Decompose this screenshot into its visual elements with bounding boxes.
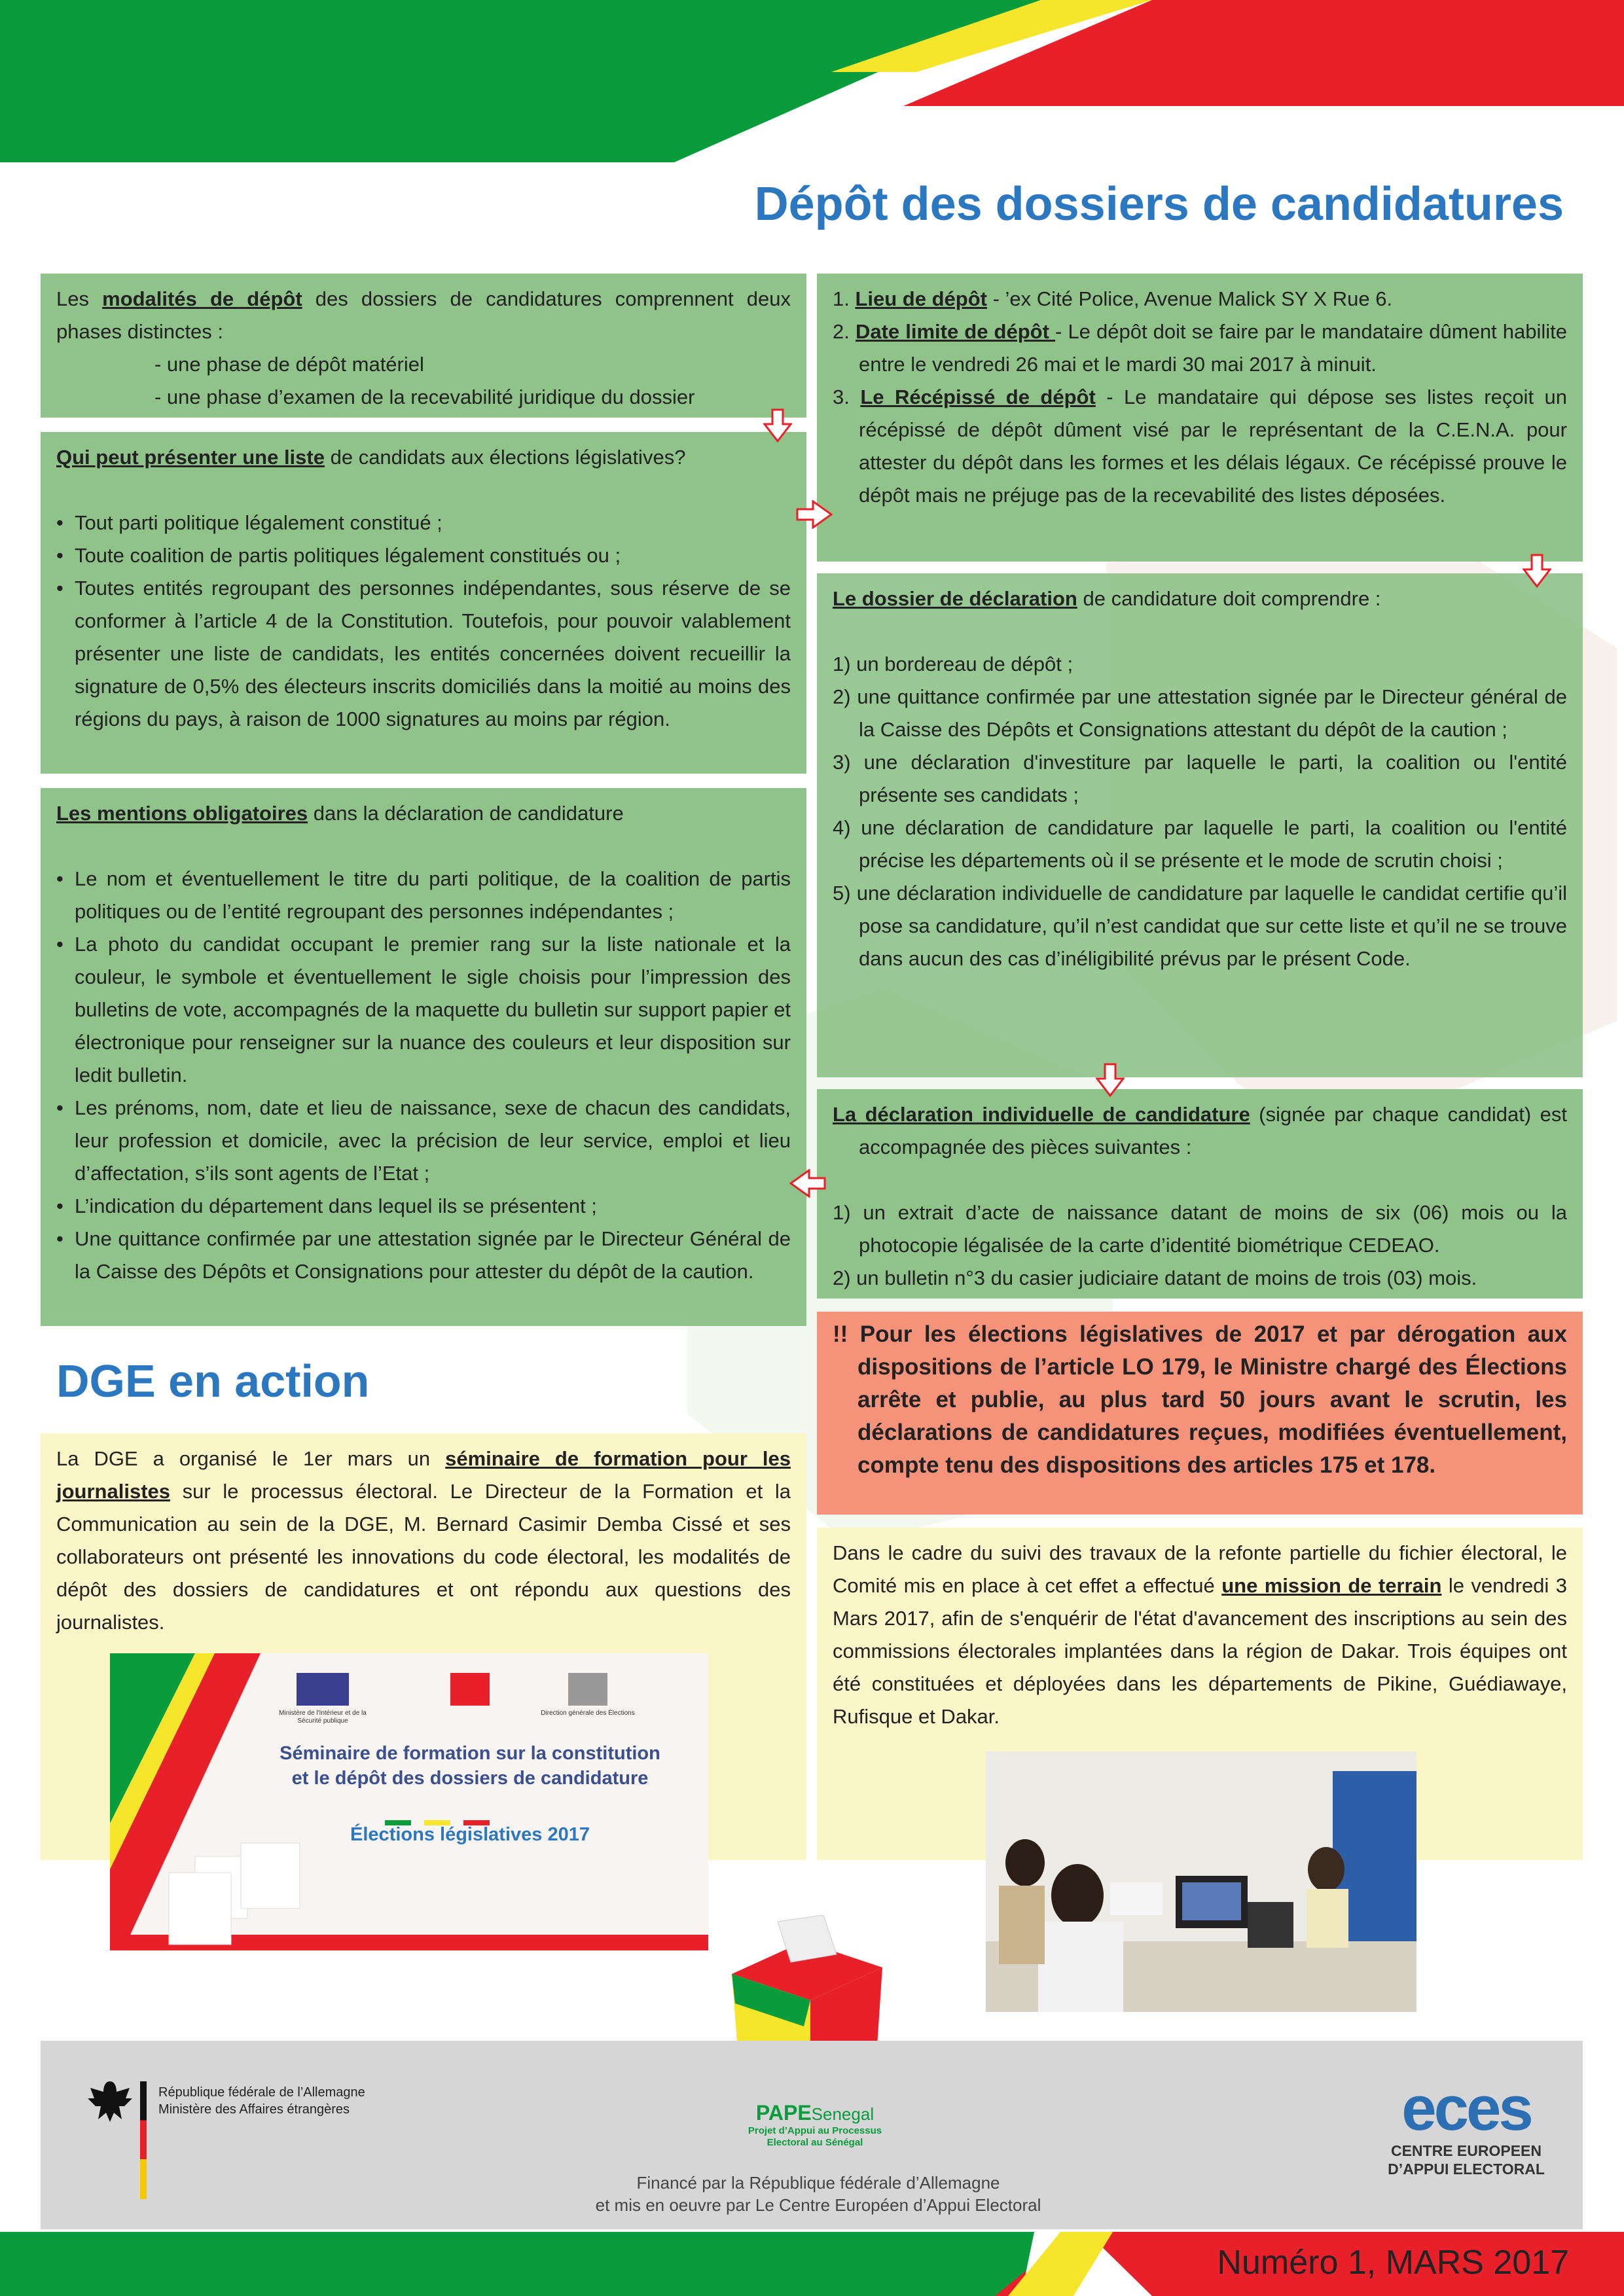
banner-org-3: Direction générale des Élections bbox=[541, 1710, 635, 1717]
list-item: 5) une déclaration individuelle de candidature par laquelle le candidat certifie qu’il pose sa candidature, qu’il n’est candidat que sur cette liste et qu’il ne se trouve dans aucun des cas d’inéligibilité prévus par le présent Code. bbox=[833, 882, 1567, 970]
list-item: • Une quittance confirmée par une attestation signée par le Directeur Général de la Caisse des Dépôts et Consignations pour attester du dépôt de la caution. bbox=[56, 1223, 791, 1288]
list-item: 4) une déclaration de candidature par laquelle le parti, la coalition ou l'entité précise les départements où il se présente et le mode de scrutin choisi ; bbox=[833, 816, 1567, 872]
financing-line-2: et mis en oeuvre par Le Centre Européen d’Appui Electoral bbox=[595, 2195, 1041, 2215]
dossier-box: Le dossier de déclaration de candidature doit comprendre : 1) un bordereau de dépôt ; 2) une quittance confirmée par une attestation signée par le Directeur général de la Caisse des Dépôts et Consignations attestant du dépôt de la caution ; 3) une déclaration d'investiture par laquelle le parti, la coalition ou l'entité présente ses candidats ; 4) une déclaration de candidature par laquelle le parti, la coalition ou l'entité précise les départements où il se présente et le mode de scrutin choisi ; 5) une déclaration individuelle de candidature par laquelle le candidat certifie qu’il pose sa candidature, qu’il n’est candidat que sur cette liste et qu’il ne se trouve dans aucun des cas d’inéligibilité prévus par le présent Code. bbox=[817, 573, 1583, 1077]
mentions-box: Les mentions obligatoires dans la déclaration de candidature • Le nom et éventuellement le titre du parti politique, de la coalition de partis politiques ou de l’entité regroupant des personnes indépendantes ; • La photo du candidat occupant le premier rang sur la liste nationale et la couleur, le symbole et éventuellement le sigle choisis pour l’impression des bulletins de vote, accompagnés de la maquette du bulletin sur support papier et électronique pour renseigner sur la nuance des couleurs et leur disposition sur ledit bulletin. • Les prénoms, nom, date et lieu de naissance, sexe de chacun des candidats, leur profession et domicile, avec la précision de leur service, emploi et lieu d’affectation, s’ils sont agents de l’Etat ; • L’indication du département dans lequel ils se présentent ; • Une quittance confirmée par une attestation signée par le Directeur Général de la Caisse des Dépôts et Consignations pour attester du dépôt de la caution. bbox=[41, 788, 806, 1326]
arrow-down-icon bbox=[1096, 1063, 1125, 1097]
photo-scene bbox=[986, 1751, 1416, 2012]
arrow-left-icon bbox=[789, 1169, 826, 1198]
list-item: • Toutes entités regroupant des personnes indépendantes, sous réserve de se conformer à l’article 4 de la Constitution. Toutefois, pour pouvoir valablement présenter une liste de candidats, les entités concernées doivent recueillir la signature de 0,5% des électeurs inscrits domiciliés dans la moitié au moins des régions du pays, à raison de 1000 signatures au moins par région. bbox=[56, 572, 791, 736]
mentions-title: Les mentions obligatoires bbox=[56, 802, 308, 825]
banner-line-3: Élections législatives 2017 bbox=[350, 1824, 590, 1845]
seminar-link: séminaire de formation pour les journalistes bbox=[56, 1447, 791, 1503]
list-item: • La photo du candidat occupant le premier rang sur la liste nationale et la couleur, le symbole et éventuellement le sigle choisis pour l’impression des bulletins de vote, accompagnés de la maquette du bulletin sur support papier et électronique pour renseigner sur la nuance des couleurs et leur disposition sur ledit bulletin. bbox=[56, 928, 791, 1092]
qui-title: Qui peut présenter une liste bbox=[56, 446, 325, 469]
mission-photo bbox=[986, 1751, 1416, 2012]
modalites-item-2: - une phase d’examen de la recevabilité juridique du dossier bbox=[154, 386, 695, 408]
header-flag-banner bbox=[0, 0, 1624, 164]
list-item: 3) une déclaration d'investiture par laquelle le parti, la coalition ou l'entité présente ses candidats ; bbox=[833, 751, 1567, 806]
list-item: 2. Date limite de dépôt - Le dépôt doit se faire par le mandataire dûment habilite entre le vendredi 26 mai et le mardi 30 mai 2017 à minuit. bbox=[833, 320, 1567, 376]
list-item: • L’indication du département dans lequel ils se présentent ; bbox=[56, 1190, 791, 1223]
individuelle-box bbox=[817, 1089, 1583, 1299]
list-item: 1) un bordereau de dépôt ; bbox=[833, 653, 1074, 675]
modalites-link: modalités de dépôt bbox=[102, 287, 302, 310]
dge-title: DGE en action bbox=[56, 1355, 370, 1407]
alert-box bbox=[817, 1312, 1583, 1515]
mission-box: Dans le cadre du suivi des travaux de la refonte partielle du fichier électoral, le Comité mis en place à cet effet a effectué une mission de terrain le vendredi 3 Mars 2017, afin de s'enquérir de l'état d'avancement des inscriptions au sein des commissions électorales implantées dans la région de Dakar. Trois équipes ont été constituées et déployées dans les départements de Pikine, Guédiawaye, Rufisque et Dakar. bbox=[817, 1528, 1583, 1860]
pape-logo: PAPESenegal Projet d’Appui au Processus Electoral au Sénégal bbox=[748, 2101, 882, 2148]
list-item: • Tout parti politique légalement constitué ; bbox=[56, 507, 791, 539]
list-item: 1) un extrait d’acte de naissance datant de moins de six (06) mois ou la photocopie légalisée de la carte d’identité biométrique CEDEAO. bbox=[833, 1201, 1567, 1257]
german-flag-bar bbox=[140, 2081, 147, 2199]
list-item: • Toute coalition de partis politiques légalement constitués ou ; bbox=[56, 539, 791, 572]
financing-line-1: Financé par la République fédérale d’Allemagne bbox=[636, 2173, 1000, 2193]
modalites-item-1: - une phase de dépôt matériel bbox=[154, 353, 424, 376]
arrow-down-icon bbox=[1523, 554, 1551, 588]
banner-line-2: et le dépôt des dossiers de candidature bbox=[291, 1768, 649, 1789]
germany-line-2: Ministère des Affaires étrangères bbox=[158, 2102, 350, 2117]
banner-flag-shape bbox=[110, 1653, 708, 1950]
list-item: • Les prénoms, nom, date et lieu de naissance, sexe de chacun des candidats, leur profession et domicile, avec la précision de leur service, emploi et lieu d’affectation, s’ils sont agents de l’Etat ; bbox=[56, 1092, 791, 1190]
individuelle-title: La déclaration individuelle de candidature (signée par chaque candidat) est accompagnée des pièces suivantes : bbox=[833, 1103, 1567, 1158]
banner-line-1: Séminaire de formation sur la constitution bbox=[280, 1743, 660, 1764]
modalites-box: Les modalités de dépôt des dossiers de candidatures comprennent deux phases distinctes : - une phase de dépôt matériel - une phase d’examen de la recevabilité juridique du dossier bbox=[41, 274, 806, 418]
issue-number: Numéro 1, MARS 2017 bbox=[1217, 2244, 1569, 2282]
lieu-box bbox=[817, 274, 1583, 562]
page-title: Dépôt des dossiers de candidatures bbox=[754, 178, 1564, 230]
dossier-title: Le dossier de déclaration bbox=[833, 587, 1077, 610]
arrow-down-icon bbox=[763, 408, 792, 442]
alert-text: !! Pour les élections législatives de 2017 et par dérogation aux dispositions de l’article LO 179, le Ministre chargé des Élections arrête et publie, au plus tard 50 jours avant le scrutin, les déclarations de candidatures reçues, modifiées éventuellement, compte tenu des dispositions des articles 175 et 178. bbox=[833, 1321, 1567, 1478]
list-item: 2) une quittance confirmée par une attestation signée par le Directeur général de la Caisse des Dépôts et Consignations attestant du dépôt de la caution ; bbox=[833, 685, 1567, 741]
eagle-icon bbox=[85, 2079, 135, 2125]
list-item: • Le nom et éventuellement le titre du parti politique, de la coalition de partis politiques ou de l’entité regroupant des personnes indépendantes ; bbox=[56, 863, 791, 928]
list-item: 2) un bulletin n°3 du casier judiciaire datant de moins de trois (03) mois. bbox=[833, 1266, 1477, 1289]
qui-box: Qui peut présenter une liste de candidats aux élections législatives? • Tout parti politique légalement constitué ; • Toute coalition de partis politiques légalement constitués ou ; • Toutes entités regroupant des personnes indépendantes, sous réserve de se conformer à l’article 4 de la Constitution. Toutefois, pour pouvoir valablement présenter une liste de candidats, les entités concernées doivent recueillir la signature de 0,5% des électeurs inscrits domiciliés dans la moitié au moins des régions du pays, à raison de 1000 signatures au moins par région. bbox=[41, 432, 806, 774]
eces-wordmark: eces bbox=[1401, 2073, 1531, 2144]
eces-logo: eces CENTRE EUROPEEN D’APPUI ELECTORAL bbox=[1381, 2076, 1551, 2178]
list-item: 3. Le Récépissé de dépôt - Le mandataire qui dépose ses listes reçoit un récépissé de dépôt dûment visé par le représentant de la C.E.N.A. pour attester du dépôt dans les formes et les délais légaux. Ce récépissé prouve le dépôt mais ne préjuge pas de la recevabilité des listes déposées. bbox=[833, 386, 1567, 507]
dge-box: La DGE a organisé le 1er mars un séminaire de formation pour les journalistes sur le processus électoral. Le Directeur de la Formation et la Communication au sein de la DGE, M. Bernard Casimir Demba Cissé et ses collaborateurs ont présenté les innovations du code électoral, les modalités de dépôt des dossiers de candidatures et ont répondu aux questions des journalistes. bbox=[41, 1433, 806, 1860]
germany-line-1: République fédérale de l’Allemagne bbox=[158, 2085, 365, 2100]
arrow-right-icon bbox=[796, 500, 833, 529]
list-item: 1. Lieu de dépôt - ’ex Cité Police, Avenue Malick SY X Rue 6. bbox=[833, 287, 1393, 310]
seminar-banner-image bbox=[110, 1653, 708, 1950]
banner-org-1: Ministère de l'Intérieur et de la Sécurité publique bbox=[279, 1710, 367, 1725]
mission-link: une mission de terrain bbox=[1221, 1574, 1442, 1597]
